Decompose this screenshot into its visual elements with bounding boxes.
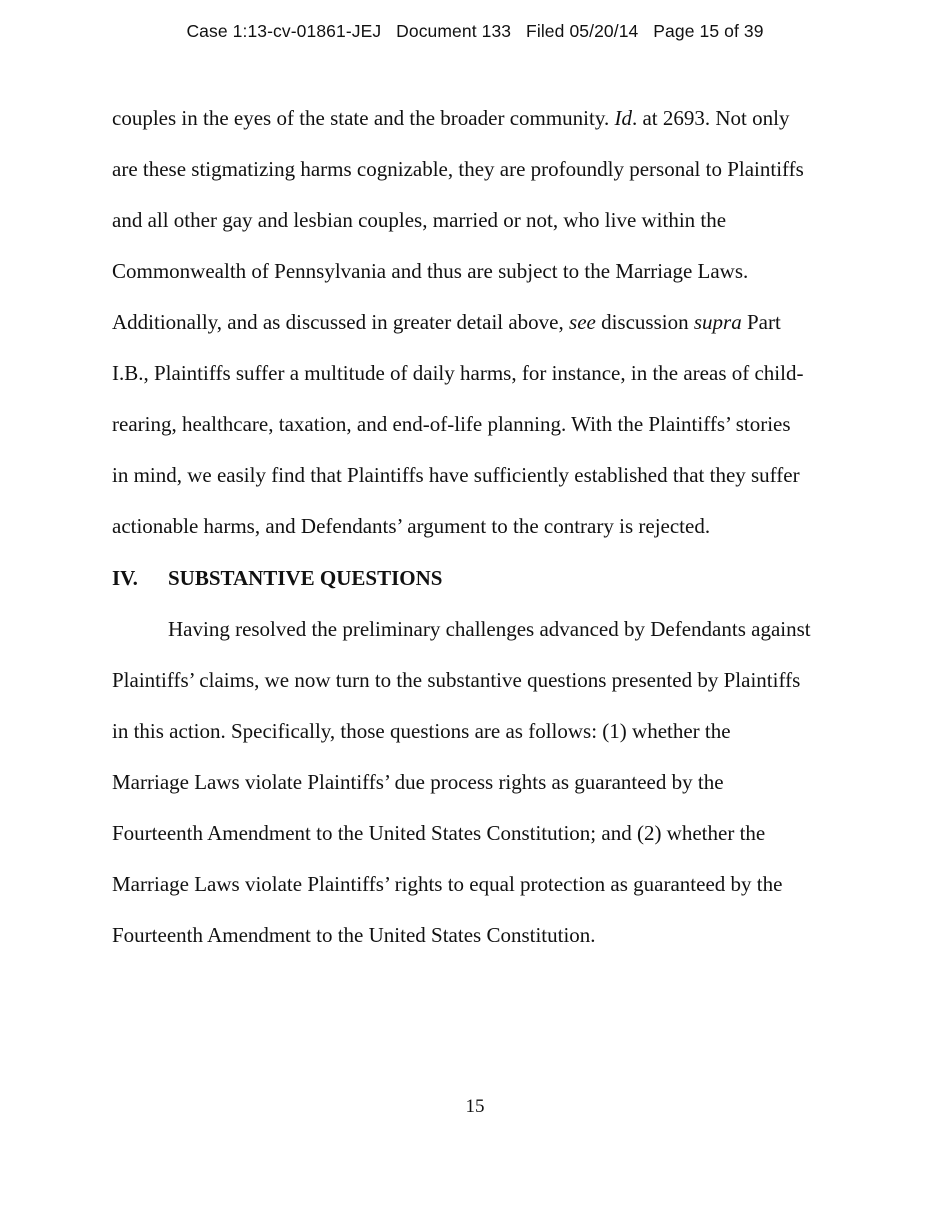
document-number: Document 133 bbox=[396, 21, 512, 41]
case-number: Case 1:13-cv-01861-JEJ bbox=[186, 21, 382, 41]
text-line: Marriage Laws violate Plaintiffs’ due process rights as guaranteed by the bbox=[112, 770, 724, 794]
page-of-total: Page 15 of 39 bbox=[653, 21, 764, 41]
filed-date: Filed 05/20/14 bbox=[526, 21, 639, 41]
case-header bbox=[0, 21, 950, 42]
text-line: in mind, we easily find that Plaintiffs have sufficiently established that they suffer bbox=[112, 463, 800, 487]
text-line: Marriage Laws violate Plaintiffs’ rights to equal protection as guaranteed by the bbox=[112, 872, 783, 896]
text-line: Additionally, and as discussed in greater detail above, see discussion supra Part bbox=[112, 310, 781, 334]
signal-supra: supra bbox=[693, 310, 742, 334]
text-line: actionable harms, and Defendants’ argument to the contrary is rejected. bbox=[112, 514, 711, 538]
signal-see: see bbox=[569, 310, 596, 334]
text-line: Plaintiffs’ claims, we now turn to the substantive questions presented by Plaintiffs bbox=[112, 668, 801, 692]
text-line: Fourteenth Amendment to the United States Constitution. bbox=[112, 923, 596, 947]
page-number: 15 bbox=[465, 1096, 485, 1117]
text-line: I.B., Plaintiffs suffer a multitude of daily harms, for instance, in the areas of child- bbox=[112, 361, 804, 385]
text-line: are these stigmatizing harms cognizable, they are profoundly personal to Plaintiffs bbox=[112, 157, 804, 181]
citation-id: Id bbox=[614, 106, 632, 130]
text-line: Commonwealth of Pennsylvania and thus are subject to the Marriage Laws. bbox=[112, 259, 749, 283]
text-line: couples in the eyes of the state and the broader community. Id. at 2693. Not only bbox=[112, 106, 790, 130]
section-title: SUBSTANTIVE QUESTIONS bbox=[168, 566, 443, 590]
text-line: Fourteenth Amendment to the United States Constitution; and (2) whether the bbox=[112, 821, 766, 845]
text-line: rearing, healthcare, taxation, and end-of-life planning. With the Plaintiffs’ stories bbox=[112, 412, 791, 436]
section-number: IV. bbox=[112, 566, 138, 590]
text-line: in this action. Specifically, those questions are as follows: (1) whether the bbox=[112, 719, 731, 743]
text-line: Having resolved the preliminary challenges advanced by Defendants against bbox=[168, 617, 811, 641]
text-line: and all other gay and lesbian couples, married or not, who live within the bbox=[112, 208, 727, 232]
section-heading bbox=[112, 565, 442, 591]
